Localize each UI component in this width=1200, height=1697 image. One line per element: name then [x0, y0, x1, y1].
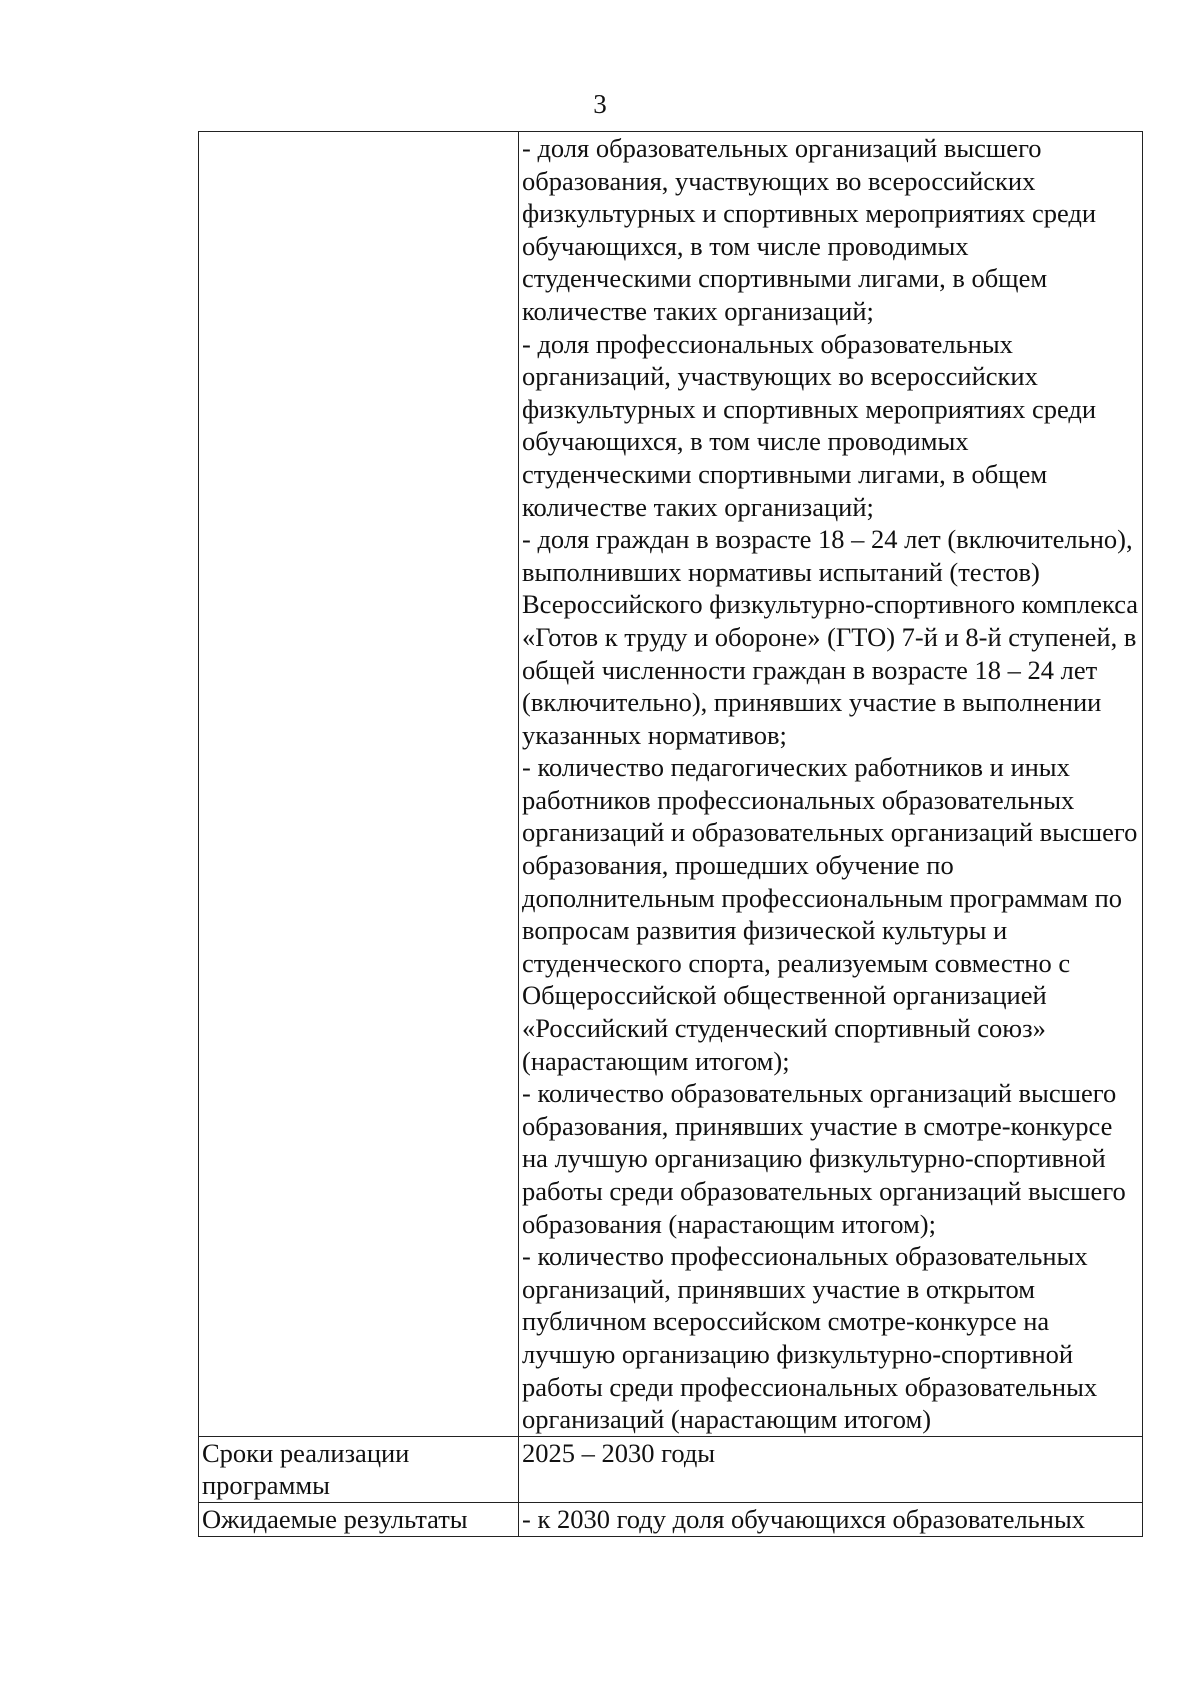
page-number: 3	[593, 89, 607, 119]
indicator-item: - доля образовательных организаций высшего образования, участвующих во всероссийских физкультурных и спортивных мероприятиях среди обучающихся, в том числе проводимых студенческими спортивными лигами, в общем количестве таких организаций;	[522, 133, 1097, 326]
table-row	[199, 1502, 1143, 1536]
indicator-item: - количество профессиональных образовательных организаций, принявших участие в открытом публичном всероссийском смотре-конкурсе на лучшую организацию физкультурно-спортивной работы среди профессиональных образовательных организаций (нарастающим итогом)	[522, 1241, 1098, 1435]
indicator-item: - количество педагогических работников и иных работников профессиональных образовательных организаций и образовательных организаций высшего образования, прошедших обучение по дополнительным профессиональным программам по вопросам развития физической культуры и студенческого спорта, реализуемым совместно с Общероссийской общественной организацией «Российский студенческий спортивный союз» (нарастающим итогом);	[522, 752, 1138, 1076]
row-label-cell: Сроки реализации программы	[199, 1436, 519, 1502]
indicator-item: - количество образовательных организаций высшего образования, принявших участие в смотре-конкурсе на лучшую организацию физкультурно-спортивной работы среди образовательных организаций высшего образования (нарастающим итогом);	[522, 1078, 1126, 1239]
row-value-cell: - к 2030 году доля обучающихся образовательных	[519, 1502, 1143, 1536]
program-passport-table	[198, 131, 1143, 1537]
row-value-cell: 2025 – 2030 годы	[519, 1436, 1143, 1502]
row-label-cell: Ожидаемые результаты	[199, 1502, 519, 1536]
indicator-item: - доля профессиональных образовательных организаций, участвующих во всероссийских физкультурных и спортивных мероприятиях среди обучающихся, в том числе проводимых студенческими спортивными лигами, в общем количестве таких организаций;	[522, 328, 1097, 522]
table-row	[199, 1436, 1143, 1502]
indicators-cell	[519, 132, 1143, 1437]
row-label-cell	[199, 132, 519, 1437]
table-row	[199, 132, 1143, 1437]
indicator-item: - доля граждан в возрасте 18 – 24 лет (включительно), выполнивших нормативы испытаний (тестов) Всероссийского физкультурно-спортивного комплекса «Готов к труду и обороне» (ГТО) 7-й и 8-й ступеней, в общей численности граждан в возрасте 18 – 24 лет (включительно), принявших участие в выполнении указанных нормативов;	[522, 524, 1139, 750]
